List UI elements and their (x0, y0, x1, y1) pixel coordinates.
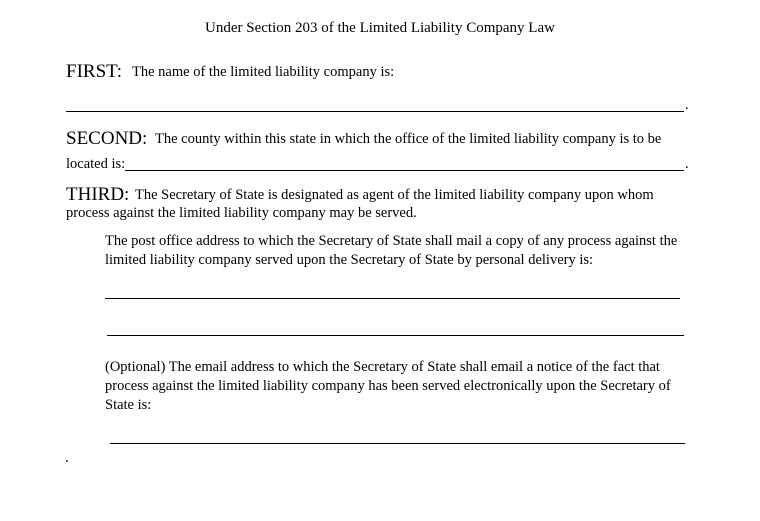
third-text: The Secretary of State is designated as agent of the limited liability company upon whom (135, 187, 654, 203)
second-text: The county within this state in which the office of the limited liability company is to be (155, 131, 662, 147)
first-line-period: . (685, 97, 689, 113)
third-heading: THIRD: (66, 184, 130, 205)
post-office-paragraph: The post office address to which the Secretary of State shall mail a copy of any process against the limited liability company served upon the Secretary of State by personal delivery is: (105, 233, 678, 268)
first-text: The name of the limited liability company is: (132, 64, 395, 80)
address-line-2[interactable] (107, 335, 684, 336)
second-continuation: located is: (66, 156, 126, 172)
second-heading: SECOND: (66, 128, 148, 149)
first-heading: FIRST: (66, 61, 123, 82)
email-line[interactable] (110, 443, 685, 444)
company-name-line[interactable] (66, 111, 684, 112)
address-line-1[interactable] (105, 298, 680, 299)
email-paragraph: (Optional) The email address to which the Secretary of State shall email a notice of the fact that process against the limited liability company has been served electronically upon the Secretary of State is: (105, 359, 671, 413)
third-continuation: process against the limited liability company may be served. (66, 205, 417, 221)
page-subtitle: Under Section 203 of the Limited Liability Company Law (205, 20, 555, 36)
second-line-period: . (685, 156, 689, 172)
county-line[interactable] (125, 170, 684, 171)
trailing-period: . (65, 450, 69, 466)
